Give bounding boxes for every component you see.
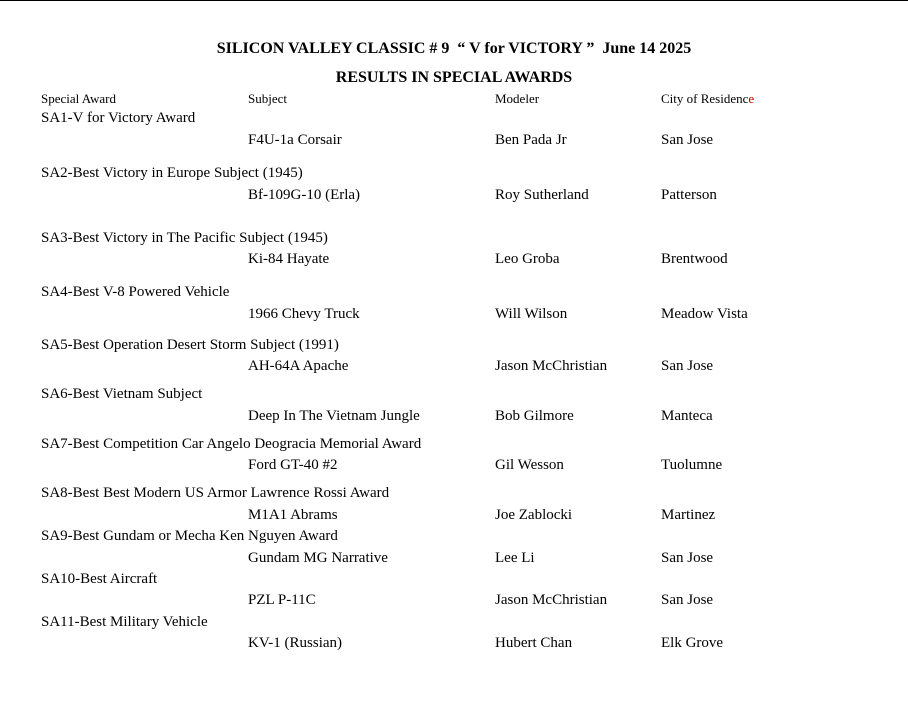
award-city: Manteca <box>661 408 713 424</box>
award-city: Brentwood <box>661 251 728 267</box>
award-subject: 1966 Chevy Truck <box>248 306 360 322</box>
award-city: Elk Grove <box>661 635 724 651</box>
award-name: SA2-Best Victory in Europe Subject (1945) <box>41 165 303 181</box>
award-modeler: Jason McChristian <box>495 358 608 374</box>
award-modeler: Will Wilson <box>495 306 568 322</box>
award-name: SA5-Best Operation Desert Storm Subject (1991) <box>41 337 339 353</box>
award-name: SA1-V for Victory Award <box>41 110 196 126</box>
award-modeler: Lee Li <box>495 550 535 566</box>
award-subject: Gundam MG Narrative <box>248 550 388 566</box>
award-subject: Ki-84 Hayate <box>248 251 330 267</box>
award-modeler: Joe Zablocki <box>495 507 573 523</box>
award-city: Martinez <box>661 507 716 523</box>
award-modeler: Bob Gilmore <box>495 408 574 424</box>
header-city-accent: e <box>748 91 755 106</box>
award-name: SA3-Best Victory in The Pacific Subject (1945) <box>41 230 328 246</box>
award-name: SA4-Best V-8 Powered Vehicle <box>41 284 230 300</box>
header-city-text: City of Residenc <box>661 91 749 106</box>
award-name: SA11-Best Military Vehicle <box>41 614 208 630</box>
award-name: SA8-Best Best Modern US Armor Lawrence Rossi Award <box>41 485 390 501</box>
header-modeler: Modeler <box>495 91 540 106</box>
header-special-award: Special Award <box>41 91 116 106</box>
award-subject: Deep In The Vietnam Jungle <box>248 408 420 424</box>
award-city: San Jose <box>661 550 714 566</box>
page-subtitle: RESULTS IN SPECIAL AWARDS <box>335 69 573 86</box>
award-city: San Jose <box>661 132 714 148</box>
award-modeler: Gil Wesson <box>495 457 564 473</box>
award-subject: Bf-109G-10 (Erla) <box>248 187 361 203</box>
award-city: San Jose <box>661 592 714 608</box>
award-city: Tuolumne <box>661 457 723 473</box>
award-modeler: Leo Groba <box>495 251 560 267</box>
award-modeler: Ben Pada Jr <box>495 132 567 148</box>
award-subject: Ford GT-40 #2 <box>248 457 338 473</box>
award-subject: KV-1 (Russian) <box>248 635 343 651</box>
award-city: Patterson <box>661 187 717 203</box>
award-city: Meadow Vista <box>661 306 748 322</box>
award-subject: PZL P-11C <box>248 592 316 608</box>
header-city <box>661 91 754 107</box>
award-subject: M1A1 Abrams <box>248 507 338 523</box>
award-subject: AH-64A Apache <box>248 358 349 374</box>
award-name: SA6-Best Vietnam Subject <box>41 386 203 402</box>
award-name: SA9-Best Gundam or Mecha Ken Nguyen Award <box>41 528 338 544</box>
award-name: SA10-Best Aircraft <box>41 571 158 587</box>
award-modeler: Jason McChristian <box>495 592 608 608</box>
award-modeler: Hubert Chan <box>495 635 573 651</box>
award-modeler: Roy Sutherland <box>495 187 589 203</box>
award-city: San Jose <box>661 358 714 374</box>
top-rule <box>0 0 908 1</box>
award-name: SA7-Best Competition Car Angelo Deogracia Memorial Award <box>41 436 422 452</box>
header-subject: Subject <box>248 91 287 106</box>
page-title: SILICON VALLEY CLASSIC # 9 “ V for VICTORY ” June 14 2025 <box>216 40 692 57</box>
award-subject: F4U-1a Corsair <box>248 132 342 148</box>
